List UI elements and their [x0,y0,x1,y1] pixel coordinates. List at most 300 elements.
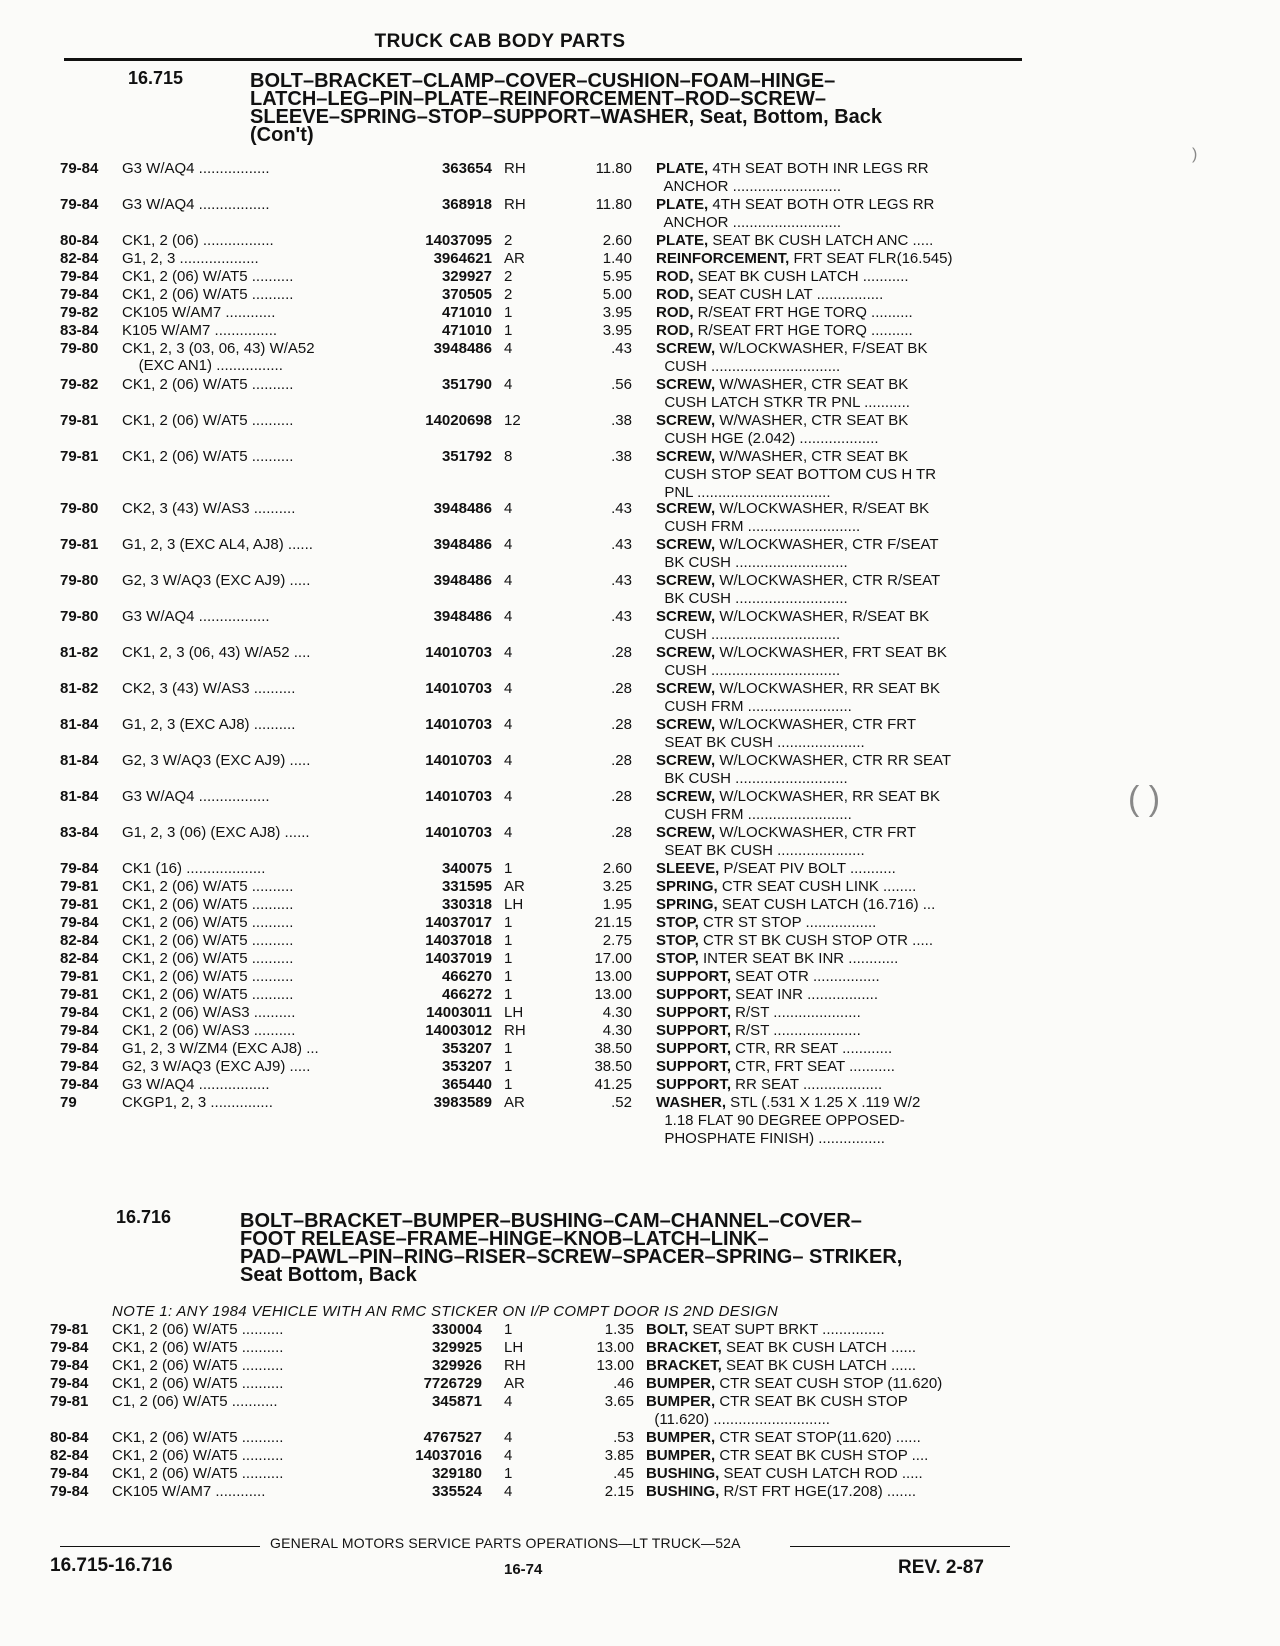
model-years: 82-84 [60,250,99,267]
model-application: CK1, 2 (06) W/AT5 .......... [112,1375,284,1392]
part-number: 14010703 [425,644,492,661]
part-description [656,304,1016,322]
part-detail: CTR SEAT BK CUSH STOP .... [715,1447,929,1464]
part-row [0,1040,1280,1060]
price: 13.00 [596,1357,634,1374]
part-row [0,608,1280,643]
part-detail: CTR SEAT CUSH STOP (11.620) [715,1375,943,1392]
price: 13.00 [594,986,632,1003]
quantity: 1 [504,322,513,339]
part-detail: R/SEAT FRT HGE TORQ .......... [693,304,913,321]
part-number: 351792 [441,448,492,465]
part-detail: W/LOCKWASHER, CTR F/SEAT BK CUSH ........................... [664,536,939,571]
price: .28 [611,716,632,733]
part-description [656,340,1016,376]
model-years: 79-84 [50,1339,89,1356]
price: .43 [611,608,632,625]
part-detail: SEAT BK CUSH LATCH ........... [693,268,909,285]
part-name: STOP, [656,932,699,949]
model-years: 79-84 [60,1058,99,1075]
part-name: PLATE, [656,160,709,177]
part-name: BUSHING, [646,1483,720,1500]
part-number: 14037016 [415,1447,482,1464]
model-application: CK2, 3 (43) W/AS3 .......... [122,500,296,517]
part-detail: CTR ST BK CUSH STOP OTR ..... [698,932,934,949]
quantity: AR [504,1094,525,1111]
quantity: 4 [504,1393,513,1410]
part-description [656,878,1016,896]
part-number: 353207 [441,1058,492,1075]
model-application: G3 W/AQ4 ................. [122,1076,270,1093]
part-number: 14010703 [425,716,492,733]
model-application: CK2, 3 (43) W/AS3 .......... [122,680,296,697]
part-description [656,788,1016,824]
part-row [0,1076,1280,1096]
price: 3.85 [604,1447,634,1464]
model-years: 79-82 [60,304,99,321]
model-application: CK1, 2 (06) W/AT5 .......... [122,914,294,931]
part-number: 345871 [431,1393,482,1410]
part-detail: SEAT CUSH LATCH ROD ..... [719,1465,923,1482]
part-detail: CTR ST STOP ................. [698,914,877,931]
part-description [656,1058,1016,1076]
part-detail: SEAT BK CUSH LATCH ANC ..... [708,232,934,249]
part-row [0,824,1280,859]
model-years: 82-84 [50,1447,89,1464]
quantity: 4 [504,572,513,589]
part-row [0,500,1280,535]
model-years: 79-81 [60,986,99,1003]
model-application: CK1 (16) ................... [122,860,266,877]
part-number: 14037019 [425,950,492,967]
part-number: 471010 [441,322,492,339]
part-detail: SEAT BK CUSH LATCH ...... [721,1339,917,1356]
quantity: 1 [504,1465,513,1482]
part-number: 340075 [441,860,492,877]
part-name: SUPPORT, [656,986,732,1003]
section-title-16715: BOLT–BRACKET–CLAMP–COVER–CUSHION–FOAM–HINGE– LATCH–LEG–PIN–PLATE–REINFORCEMENT–ROD–SCREW– SLEEVE–SPRING–STOP–SUPPORT–WASHER, Seat, Bottom, Back (Con't) [250,70,883,146]
price: 38.50 [594,1058,632,1075]
part-row [0,376,1280,411]
page-title: TRUCK CAB BODY PARTS [374,31,626,52]
model-application: CK1, 2 (06) W/AT5 .......... [122,986,294,1003]
part-name: SCREW, [656,752,716,769]
model-application: CK1, 2 (06) ................. [122,232,274,249]
part-detail: FRT SEAT FLR(16.545) [789,250,953,267]
model-years: 79-84 [60,1040,99,1057]
part-description [656,860,1016,878]
part-number: 3964621 [433,250,492,267]
part-row [0,250,1280,270]
part-name: REINFORCEMENT, [656,250,790,267]
part-name: SCREW, [656,500,716,517]
part-description [656,232,1016,250]
model-years: 79 [60,1094,77,1111]
part-number: 471010 [441,304,492,321]
part-description [656,250,1016,268]
part-row [0,572,1280,607]
part-description [656,986,1016,1004]
part-description [656,536,1016,572]
price: .56 [611,376,632,393]
model-years: 83-84 [60,824,99,841]
quantity: 1 [504,986,513,1003]
quantity: 2 [504,268,513,285]
part-name: SCREW, [656,644,716,661]
model-years: 79-84 [60,1076,99,1093]
part-detail: W/WASHER, CTR SEAT BK CUSH LATCH STKR TR PNL ........... [664,376,910,411]
model-application: C1, 2 (06) W/AT5 ........... [112,1393,278,1410]
price: .28 [611,788,632,805]
model-years: 79-81 [50,1393,89,1410]
part-number: 14010703 [425,824,492,841]
part-number: 329180 [431,1465,482,1482]
part-description [656,160,1016,196]
price: .52 [611,1094,632,1111]
part-number: 330004 [431,1321,482,1338]
price: 1.35 [604,1321,634,1338]
part-number: 14010703 [425,680,492,697]
header-rule [64,58,1022,61]
model-years: 79-84 [50,1357,89,1374]
part-number: 331595 [441,878,492,895]
quantity: RH [504,196,526,213]
part-number: 14037018 [425,932,492,949]
model-years: 79-80 [60,500,99,517]
price: 3.95 [602,304,632,321]
quantity: 2 [504,232,513,249]
part-description [656,572,1016,608]
model-years: 83-84 [60,322,99,339]
model-application: G1, 2, 3 (06) (EXC AJ8) ...... [122,824,310,841]
part-description [646,1465,1006,1483]
part-name: SUPPORT, [656,1022,732,1039]
part-detail: W/LOCKWASHER, CTR FRT SEAT BK CUSH ..................... [664,824,917,859]
part-row [0,752,1280,787]
part-detail: INTER SEAT BK INR ............ [698,950,899,967]
model-years: 80-84 [60,232,99,249]
model-application: CK1, 2 (06) W/AT5 .......... [112,1429,284,1446]
part-description [646,1375,1006,1393]
model-years: 79-84 [60,196,99,213]
part-name: SCREW, [656,536,716,553]
model-application: K105 W/AM7 ............... [122,322,278,339]
quantity: AR [504,878,525,895]
part-name: BUMPER, [646,1447,716,1464]
quantity: 4 [504,1447,513,1464]
model-years: 79-80 [60,340,99,357]
quantity: 1 [504,914,513,931]
part-description [646,1393,1006,1429]
part-number: 329926 [431,1357,482,1374]
part-name: ROD, [656,268,694,285]
quantity: 4 [504,608,513,625]
part-number: 329925 [431,1339,482,1356]
part-row [0,1094,1280,1147]
part-description [646,1339,1006,1357]
part-number: 466270 [441,968,492,985]
part-name: ROD, [656,286,694,303]
price: .28 [611,824,632,841]
model-application: G1, 2, 3 (EXC AL4, AJ8) ...... [122,536,313,553]
footer-revision: REV. 2-87 [898,1557,984,1578]
part-number: 4767527 [423,1429,482,1446]
part-detail: W/LOCKWASHER, RR SEAT BK CUSH FRM ......................... [664,680,940,715]
part-name: WASHER, [656,1094,727,1111]
quantity: 1 [504,1058,513,1075]
quantity: 1 [504,304,513,321]
model-years: 79-82 [60,376,99,393]
part-row [0,196,1280,231]
price: 4.30 [602,1004,632,1021]
part-row [0,1004,1280,1024]
part-number: 3948486 [433,340,492,357]
part-row [0,1058,1280,1078]
part-row [0,644,1280,679]
price: .43 [611,500,632,517]
part-name: SPRING, [656,896,718,913]
part-number: 14037095 [425,232,492,249]
part-name: BRACKET, [646,1339,722,1356]
model-application: CK1, 2 (06) W/AT5 .......... [112,1447,284,1464]
part-description [656,968,1016,986]
part-row [0,932,1280,952]
part-name: SCREW, [656,572,716,589]
model-years: 79-81 [60,968,99,985]
punch-hole-mark: ( ) [1128,780,1161,818]
part-description [646,1357,1006,1375]
part-detail: W/LOCKWASHER, CTR RR SEAT BK CUSH ........................... [664,752,952,787]
part-row [0,268,1280,288]
footer-section-range: 16.715-16.716 [50,1555,173,1576]
quantity: LH [504,1339,524,1356]
footer-page-number: 16-74 [504,1561,543,1578]
quantity: 1 [504,860,513,877]
part-name: SCREW, [656,680,716,697]
part-description [656,752,1016,788]
part-name: SCREW, [656,448,716,465]
part-detail: W/LOCKWASHER, R/SEAT BK CUSH FRM ........................... [664,500,930,535]
model-application: G3 W/AQ4 ................. [122,788,270,805]
part-name: SCREW, [656,608,716,625]
part-row [0,232,1280,252]
part-name: SLEEVE, [656,860,720,877]
quantity: 1 [504,950,513,967]
price: 5.00 [602,286,632,303]
part-row [0,680,1280,715]
model-application: G2, 3 W/AQ3 (EXC AJ9) ..... [122,572,311,589]
part-number: 466272 [441,986,492,1003]
model-application: CK1, 2 (06) W/AT5 .......... [122,896,294,913]
part-name: SUPPORT, [656,968,732,985]
quantity: 4 [504,1429,513,1446]
model-application: CK1, 2 (06) W/AT5 .......... [112,1357,284,1374]
quantity: AR [504,1375,525,1392]
part-description [656,824,1016,860]
part-number: 14010703 [425,788,492,805]
model-application: G3 W/AQ4 ................. [122,160,270,177]
price: 2.60 [602,860,632,877]
model-application: G1, 2, 3 ................... [122,250,259,267]
price: .28 [611,752,632,769]
part-number: 14037017 [425,914,492,931]
model-years: 79-81 [50,1321,89,1338]
part-description [656,286,1016,304]
part-description [656,1040,1016,1058]
part-row [0,878,1280,898]
part-name: ROD, [656,322,694,339]
footer-publisher: GENERAL MOTORS SERVICE PARTS OPERATIONS—LT TRUCK—52A [270,1535,741,1551]
model-application: G2, 3 W/AQ3 (EXC AJ9) ..... [122,1058,311,1075]
quantity: 4 [504,716,513,733]
part-detail: CTR, FRT SEAT ........... [731,1058,895,1075]
part-description [656,608,1016,644]
model-years: 79-84 [60,268,99,285]
model-years: 79-84 [60,1004,99,1021]
quantity: 1 [504,1321,513,1338]
part-description [656,896,1016,914]
part-detail: SEAT CUSH LATCH (16.716) ... [717,896,936,913]
part-row [0,304,1280,324]
quantity: 4 [504,376,513,393]
part-number: 365440 [441,1076,492,1093]
part-description [646,1483,1006,1501]
part-name: SCREW, [656,788,716,805]
part-row [0,716,1280,751]
model-application: CK1, 2 (06) W/AT5 .......... [122,448,294,465]
part-number: 3983589 [433,1094,492,1111]
part-detail: R/ST ..................... [731,1004,861,1021]
model-years: 79-81 [60,896,99,913]
part-name: SCREW, [656,376,716,393]
model-application: CK1, 2 (06) W/AS3 .......... [122,1004,296,1021]
part-name: STOP, [656,914,699,931]
part-description [656,1022,1016,1040]
part-name: BRACKET, [646,1357,722,1374]
quantity: 8 [504,448,513,465]
price: 3.65 [604,1393,634,1410]
part-row [0,286,1280,306]
part-row [0,322,1280,342]
quantity: RH [504,1022,526,1039]
model-years: 79-84 [60,1022,99,1039]
part-name: ROD, [656,304,694,321]
model-years: 81-84 [60,752,99,769]
price: 13.00 [596,1339,634,1356]
part-number: 14003012 [425,1022,492,1039]
part-row [0,1393,1280,1428]
part-name: BUMPER, [646,1375,716,1392]
part-name: STOP, [656,950,699,967]
part-name: SCREW, [656,412,716,429]
part-row [0,1447,1280,1467]
part-description [656,268,1016,286]
part-number: 14010703 [425,752,492,769]
part-description [656,376,1016,412]
model-application: G2, 3 W/AQ3 (EXC AJ9) ..... [122,752,311,769]
part-row [0,950,1280,970]
part-detail: SEAT INR ................. [731,986,878,1003]
quantity: 2 [504,286,513,303]
part-name: SUPPORT, [656,1040,732,1057]
model-years: 79-84 [60,860,99,877]
model-years: 80-84 [50,1429,89,1446]
part-description [656,322,1016,340]
part-row [0,1429,1280,1449]
model-application: CK1, 2, 3 (03, 06, 43) W/A52 (EXC AN1) ................ [122,340,315,374]
part-number: 353207 [441,1040,492,1057]
part-number: 363654 [441,160,492,177]
section-title-16716: BOLT–BRACKET–BUMPER–BUSHING–CAM–CHANNEL–COVER– FOOT RELEASE–FRAME–HINGE–KNOB–LATCH–LINK– PAD–PAWL–PIN–RING–RISER–SCREW–SPACER–SPRING– STRIKER, Seat Bottom, Back [240,1210,903,1286]
price: 11.80 [595,196,632,213]
quantity: 4 [504,536,513,553]
part-detail: CTR SEAT CUSH LINK ........ [717,878,917,895]
part-row [0,986,1280,1006]
model-application: CK1, 2 (06) W/AT5 .......... [112,1339,284,1356]
model-years: 79-84 [50,1465,89,1482]
quantity: 4 [504,788,513,805]
part-number: 3948486 [433,608,492,625]
model-application: CK1, 2 (06) W/AT5 .......... [122,950,294,967]
part-detail: W/WASHER, CTR SEAT BK CUSH STOP SEAT BOTTOM CUS H TR PNL ................................ [664,448,937,501]
part-description [646,1321,1006,1339]
price: 11.80 [595,160,632,177]
part-number: 14020698 [425,412,492,429]
part-row [0,1321,1280,1341]
part-description [656,1004,1016,1022]
part-detail: CTR SEAT BK CUSH STOP (11.620) ............................ [654,1393,908,1428]
part-detail: W/LOCKWASHER, FRT SEAT BK CUSH ............................... [664,644,947,679]
part-row [0,340,1280,375]
part-row [0,968,1280,988]
model-application: CK1, 2 (06) W/AT5 .......... [122,968,294,985]
model-application: CK1, 2 (06) W/AT5 .......... [122,376,294,393]
price: .45 [613,1465,634,1482]
part-row [0,914,1280,934]
model-years: 79-81 [60,412,99,429]
section-number-16715: 16.715 [128,68,184,88]
price: .43 [611,340,632,357]
quantity: 4 [504,340,513,357]
model-application: CK1, 2 (06) W/AS3 .......... [122,1022,296,1039]
part-name: SPRING, [656,878,718,895]
part-number: 3948486 [433,500,492,517]
model-application: CK1, 2 (06) W/AT5 .......... [122,268,294,285]
part-detail: W/LOCKWASHER, RR SEAT BK CUSH FRM ......................... [664,788,940,823]
quantity: 4 [504,500,513,517]
part-detail: SEAT BK CUSH LATCH ...... [721,1357,917,1374]
quantity: 12 [504,412,521,429]
quantity: 4 [504,644,513,661]
part-detail: 4TH SEAT BOTH INR LEGS RR ANCHOR .......................... [663,160,929,195]
model-application: G1, 2, 3 (EXC AJ8) .......... [122,716,296,733]
part-description [656,1094,1016,1148]
part-row [0,412,1280,447]
part-detail: W/WASHER, CTR SEAT BK CUSH HGE (2.042) ................... [664,412,909,447]
part-name: SCREW, [656,824,716,841]
model-application: CK1, 2 (06) W/AT5 .......... [122,286,294,303]
part-number: 14003011 [426,1004,492,1021]
part-detail: W/LOCKWASHER, CTR FRT SEAT BK CUSH ..................... [664,716,917,751]
price: .28 [611,644,632,661]
part-row [0,1375,1280,1395]
part-number: 3948486 [433,536,492,553]
quantity: 4 [504,824,513,841]
part-detail: CTR SEAT STOP(11.620) ...... [715,1429,921,1446]
part-name: SCREW, [656,340,716,357]
model-application: CK1, 2 (06) W/AT5 .......... [122,412,294,429]
price: 3.95 [602,322,632,339]
